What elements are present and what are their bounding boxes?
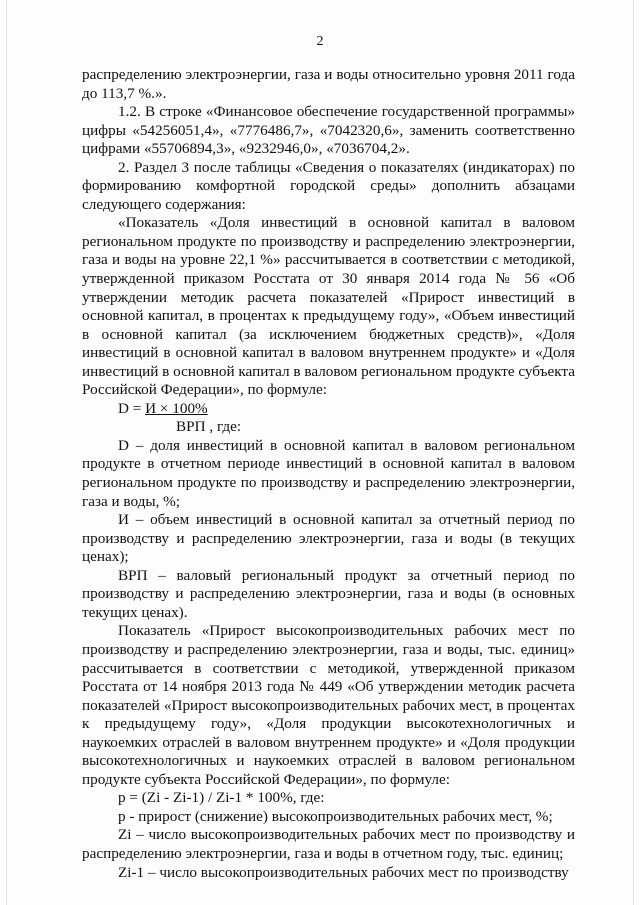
definition-p: p - прирост (снижение) высокопроизводительных рабочих мест, %; bbox=[118, 807, 553, 825]
scan-edge-left bbox=[6, 0, 7, 905]
document-body bbox=[82, 66, 575, 882]
scan-edge-right bbox=[633, 0, 634, 905]
formula-d-denominator-line bbox=[176, 418, 575, 437]
paragraph-continuation: распределению электроэнергии, газа и воды относительно уровня 2011 года до 113,7 %.». bbox=[82, 66, 575, 102]
definition-zi: Zi – число высокопроизводительных рабочих мест по производству и распределению электроэнергии, газа и воды в отчетном году, тыс. единиц; bbox=[82, 826, 575, 862]
definition-d: D – доля инвестиций в основной капитал в валовом региональном продукте в отчетном периоде инвестиций в основной капитал в валовом региональном продукте по производству и распределению электроэнергии, газа и воды, %; bbox=[82, 436, 575, 510]
paragraph-indicator-investments: «Показатель «Доля инвестиций в основной капитал в валовом региональном продукте по производству и распределению электроэнергии, газа и воды на уровне 22,1 %» рассчитывается в соответствии с методикой, утвержденной приказом Росстата от 30 января 2014 года № 56 «Об утверждении методик расчета показателей «Прирост инвестиций в основной капитал, в процентах к предыдущему году», «Объем инвестиций в основной капитал (за исключением бюджетных средств)», «Доля инвестиций в основной капитал в валовом внутреннем продукте» и «Доля инвестиций в основной капитал в валовом региональном продукте субъекта Российской Федерации», по формуле: bbox=[82, 214, 575, 399]
formula-d-suffix: , где: bbox=[205, 418, 242, 436]
formula-p: p = (Zi - Zi-1) / Zi-1 * 100%, где: bbox=[118, 789, 325, 807]
formula-d-numerator: И × 100% bbox=[145, 399, 208, 417]
paragraph-2: 2. Раздел 3 после таблицы «Сведения о показателях (индикаторах) по формированию комфортной городской среды» дополнить абзацами следующего содержания: bbox=[82, 158, 575, 213]
definition-zi-1: Zi-1 – число высокопроизводительных рабочих мест по производству bbox=[118, 863, 569, 881]
definition-vrp: ВРП – валовый региональный продукт за отчетный период по производству и распределению электроэнергии, газа и воды (в основных текущих ценах). bbox=[82, 566, 575, 621]
formula-d-prefix: D = bbox=[118, 399, 146, 417]
definition-i: И – объем инвестиций в основной капитал за отчетный период по производству и распределению электроэнергии, газа и воды (в текущих ценах); bbox=[82, 511, 575, 566]
paragraph-1-2: 1.2. В строке «Финансовое обеспечение государственной программы» цифры «54256051,4», «7776486,7», «7042320,6», заменить соответственно цифрами «55706894,3», «9232946,0», «7036704,2». bbox=[82, 103, 575, 158]
formula-d-denominator: ВРП bbox=[176, 418, 206, 436]
paragraph-indicator-jobs: Показатель «Прирост высокопроизводительных рабочих мест по производству и распределению электроэнергии, газа и воды, тыс. единиц» рассчитывается в соответствии с методикой, утвержденной приказом Росстата от 14 ноября 2013 года № 449 «Об утверждении методик расчета показателей «Прирост высокопроизводительных рабочих мест, в процентах к предыдущему году», «Доля продукции высокотехнологичных и наукоемких отраслей в валовом внутреннем продукте» и «Доля продукции высокотехнологичных и наукоемких отраслей в валовом региональном продукте субъекта Российской Федерации», по формуле: bbox=[82, 622, 575, 788]
formula-d bbox=[118, 400, 575, 419]
page-number: 2 bbox=[316, 34, 324, 49]
